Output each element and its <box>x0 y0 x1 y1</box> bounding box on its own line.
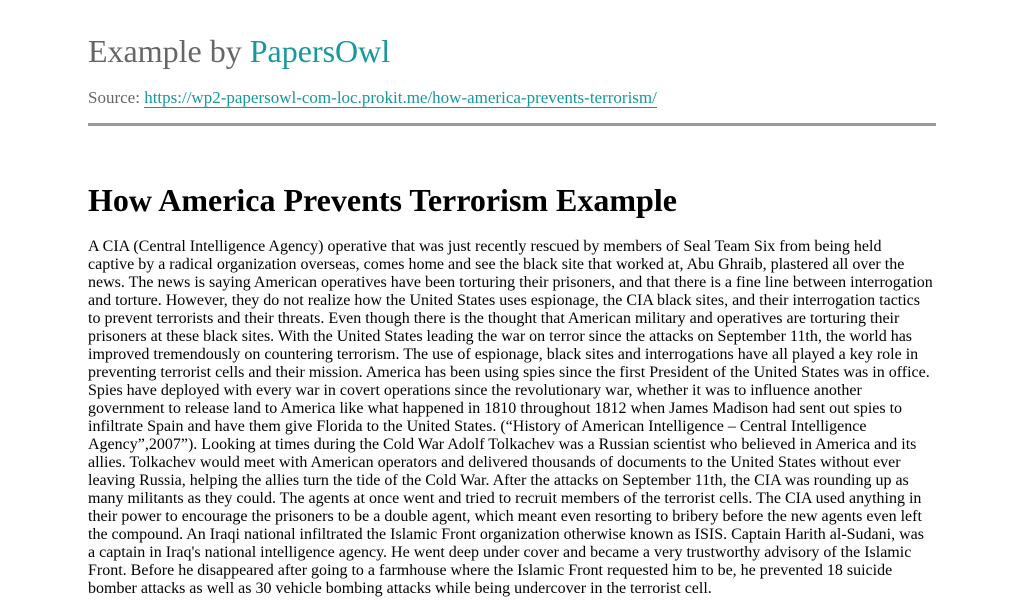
body-line: preventing terrorist cells and their mission. America has been using spies since the first President of the United States was in office. <box>88 364 930 381</box>
brand-prefix: Example by <box>88 33 250 69</box>
body-line: improved tremendously on countering terrorism. The use of espionage, black sites and interrogations have all played a key role in <box>88 346 919 363</box>
header-divider <box>88 123 936 126</box>
body-line: bomber attacks as well as 30 vehicle bombing attacks while being undercover in the terrorist cell. <box>88 580 712 597</box>
source-label: Source: <box>88 88 145 107</box>
article-body <box>88 238 936 598</box>
body-line: news. The news is saying American operatives have been torturing their prisoners, and that there is a fine line between interrogation <box>88 274 933 291</box>
body-line: and torture. However, they do not realize how the United States uses espionage, the CIA black sites, and their interrogation tactics <box>88 292 921 309</box>
body-line: allies. Tolkachev would meet with American operators and delivered thousands of documents to the United States without ever <box>88 454 901 471</box>
brand-name: PapersOwl <box>249 33 391 69</box>
body-line: Front. Before he disappeared after going to a farmhouse where the Islamic Front requested him to be, he prevented 18 suicide <box>88 562 893 579</box>
body-line: government to release land to America like what happened in 1810 throughout 1812 when James Madison had sent out spies to <box>88 400 903 417</box>
body-line: many militants as they could. The agents at once went and tried to recruit members of the terrorist cells. The CIA used anything in <box>88 490 922 507</box>
body-line: A CIA (Central Intelligence Agency) operative that was just recently rescued by members of Seal Team Six from being held <box>88 238 882 255</box>
source-line <box>88 87 657 109</box>
body-line: prisoners at these black sites. With the United States leading the war on terror since the attacks on September 11th, the world has <box>88 328 913 345</box>
body-line: to prevent terrorists and their threats. Even though there is the thought that American military and operatives are torturing their <box>88 310 900 327</box>
body-line: Spies have deployed with every war in covert operations since the revolutionary war, whether it was to influence another <box>88 382 862 399</box>
source-link[interactable]: https://wp2-papersowl-com-loc.prokit.me/how-america-prevents-terrorism/ <box>144 88 657 107</box>
body-line: a captain in Iraq's national intelligence agency. He went deep under cover and became a very trustworthy advisory of the Islamic <box>88 544 912 561</box>
brand-header <box>88 31 390 71</box>
body-line: captive by a radical organization overseas, comes home and see the black site that worked at, Abu Ghraib, plastered all over the <box>88 256 905 273</box>
body-line: their power to encourage the prisoners to be a double agent, which meant even resorting to bribery before the new agents even left <box>88 508 922 525</box>
body-line: infiltrate Spain and have them give Florida to the United States. (“History of American Intelligence – Central Intelligence <box>88 418 867 435</box>
body-line: Agency”,2007”). Looking at times during the Cold War Adolf Tolkachev was a Russian scientist who believed in America and its <box>88 436 917 453</box>
article-title: How America Prevents Terrorism Example <box>88 182 677 218</box>
body-line: leaving Russia, helping the allies turn the tide of the Cold War. After the attacks on September 11th, the CIA was rounding up as <box>88 472 909 489</box>
body-line: the compound. An Iraqi national infiltrated the Islamic Front organization otherwise known as ISIS. Captain Harith al-Sudani, was <box>88 526 924 543</box>
